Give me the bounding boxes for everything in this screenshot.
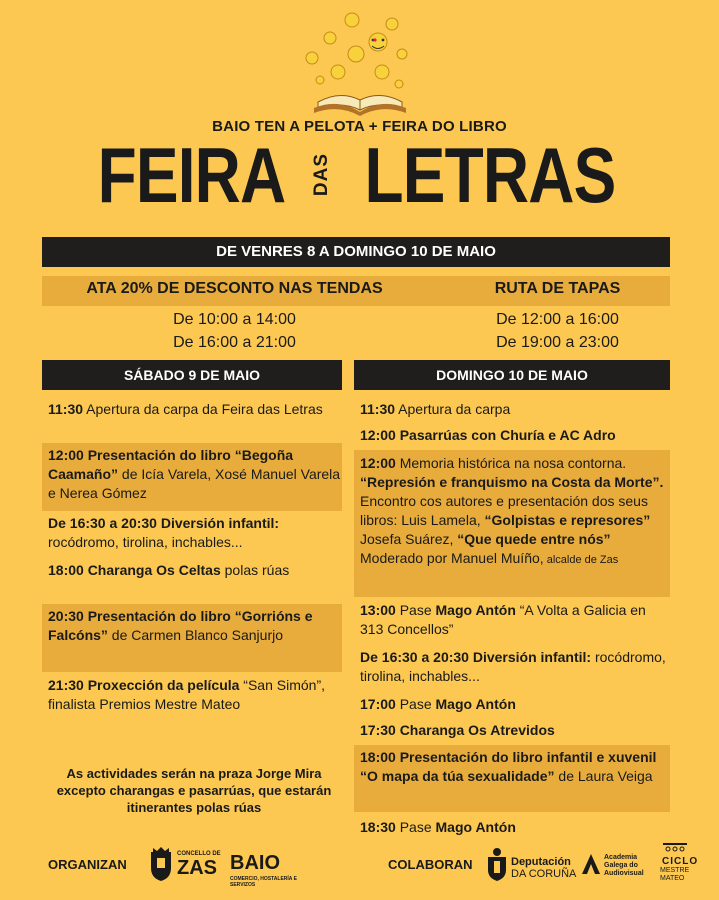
event-title bbox=[0, 131, 719, 219]
sunday-event: 13:00 Pase Mago Antón “A Volta a Galicia en 313 Concellos” bbox=[360, 602, 646, 637]
sunday-event: 12:00 Memoria histórica na nosa contorna. “Represión e franquismo na Costa da Morte”. Encontro cos autores e presentación dos seus libros: Luis Lamela, “Golpistas e represores” Josefa Suárez, “Que quede entre nós” Moderado por Manuel Muíño, alcalde de Zas bbox=[354, 450, 670, 597]
emoji-icons bbox=[306, 13, 407, 88]
sunday-event: 12:00 Pasarrúas con Churía e AC Adro bbox=[360, 427, 616, 443]
location-note: As actividades serán na praza Jorge Mira excepto charangas e pasarrúas, que estarán itinerantes polas rúas bbox=[56, 766, 332, 815]
sunday-event: 11:30 Apertura da carpa bbox=[360, 401, 511, 417]
sunday-header: DOMINGO 10 DE MAIO bbox=[354, 360, 670, 390]
saturday-event: 21:30 Proxección da película “San Simón”, finalista Premios Mestre Mateo bbox=[48, 677, 326, 712]
collaborators-label: COLABORAN bbox=[388, 857, 473, 872]
deputacion-label: Deputación bbox=[511, 856, 571, 868]
tapas-hours-2: De 19:00 a 23:00 bbox=[496, 334, 619, 351]
saturday-event: 20:30 Presentación do libro “Gorrións e Falcóns” de Carmen Blanco Sanjurjo bbox=[42, 604, 342, 672]
saturday-event: De 16:30 a 20:30 Diversión infantil: rocódromo, tirolina, inchables... bbox=[48, 515, 280, 550]
saturday-event: 11:30 Apertura da carpa da Feira das Letras bbox=[48, 401, 323, 417]
sunday-event: De 16:30 a 20:30 Diversión infantil: rocódromo, tirolina, inchables... bbox=[360, 649, 666, 684]
saturday-event: 12:00 Presentación do libro “Begoña Caamaño” de Icía Varela, Xosé Manuel Varela e Nerea Gómez bbox=[42, 443, 342, 511]
title-das: DAS bbox=[310, 153, 332, 197]
tapas-hours bbox=[460, 308, 655, 354]
discount-hours bbox=[42, 308, 427, 354]
date-range-bar: DE VENRES 8 A DOMINGO 10 DE MAIO bbox=[42, 237, 670, 267]
baio-sub-label: COMERCIO, HOSTALERÍA E SERVIZOS bbox=[230, 876, 297, 888]
mestre-mateo-label: MESTRE MATEO bbox=[660, 867, 690, 882]
academia-label: Academia Galega do Audiovisual bbox=[604, 854, 644, 877]
discount-hours-2: De 16:00 a 21:00 bbox=[173, 334, 296, 351]
sunday-event: 18:00 Presentación do libro infantil e xuvenil “O mapa da túa sexualidade” de Laura Veiga bbox=[354, 745, 670, 812]
discount-hours-1: De 10:00 a 14:00 bbox=[173, 311, 296, 328]
saturday-event: 18:00 Charanga Os Celtas polas rúas bbox=[48, 562, 290, 578]
zas-small-label: CONCELLO DE bbox=[177, 851, 221, 857]
discount-title: ATA 20% DE DESCONTO NAS TENDAS bbox=[86, 280, 383, 297]
deputacion-sub-label: DA CORUÑA bbox=[511, 868, 577, 880]
saturday-header: SÁBADO 9 DE MAIO bbox=[42, 360, 342, 390]
event-kicker: BAIO TEN A PELOTA + FEIRA DO LIBRO bbox=[212, 118, 507, 135]
deputacion-crest-icon bbox=[486, 846, 508, 882]
ciclo-label: CICLO bbox=[662, 856, 699, 867]
sunday-event: 17:00 Pase Mago Antón bbox=[360, 696, 516, 712]
organizers-label: ORGANIZAN bbox=[48, 857, 127, 872]
sunday-event: 17:30 Charanga Os Atrevidos bbox=[360, 722, 555, 738]
zas-crest-icon bbox=[148, 846, 174, 882]
title-letras: LETRAS bbox=[364, 131, 615, 219]
zas-label: ZAS bbox=[177, 857, 217, 879]
book-emoji-logo bbox=[300, 10, 420, 118]
tapas-hours-1: De 12:00 a 16:00 bbox=[496, 311, 619, 328]
sunday-event: 18:30 Pase Mago Antón bbox=[360, 819, 516, 835]
baio-label: BAIO bbox=[230, 852, 280, 874]
mestre-mateo-icon bbox=[662, 842, 688, 852]
title-feira: FEIRA bbox=[97, 131, 285, 219]
tapas-title: RUTA DE TAPAS bbox=[494, 280, 621, 297]
academia-logo-icon bbox=[580, 852, 602, 876]
